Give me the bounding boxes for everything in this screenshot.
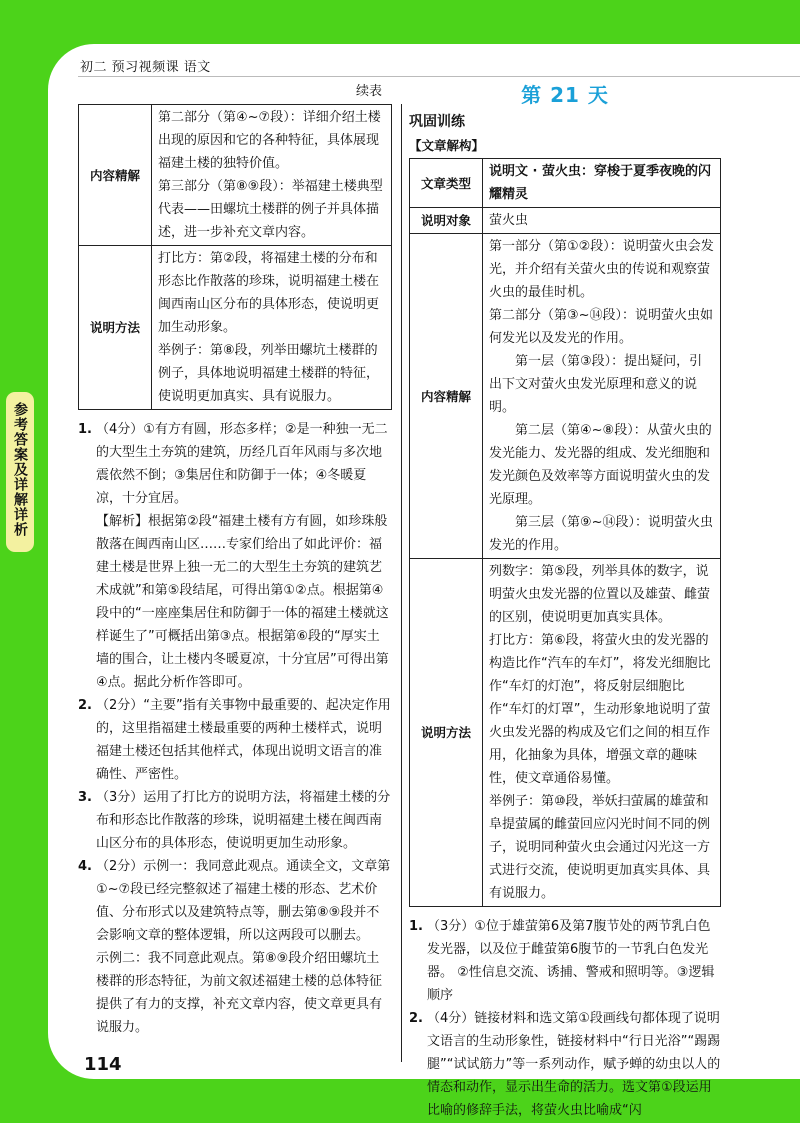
answer-item bbox=[78, 694, 392, 786]
table-row bbox=[79, 246, 392, 410]
answer-number: 3. bbox=[78, 790, 92, 805]
paragraph: 第二部分（第③~⑭段）：说明萤火虫如何发光以及发光的作用。 bbox=[489, 308, 714, 346]
answer-item bbox=[78, 418, 392, 694]
answer-number: 2. bbox=[409, 1011, 423, 1026]
paragraph: 第三层（第⑨~⑭段）：说明萤火虫发光的作用。 bbox=[489, 515, 714, 553]
section-title: 巩固训练 bbox=[409, 114, 465, 130]
paragraph: 举例子：第⑧段，列举田螺坑土楼群的例子，具体地说明福建土楼群的特征，使说明更加真实、具有说服力。 bbox=[158, 343, 380, 404]
answer-number: 1. bbox=[78, 422, 92, 437]
table-row bbox=[410, 208, 721, 234]
row-label: 说明对象 bbox=[410, 208, 483, 234]
answer-item bbox=[409, 1007, 721, 1122]
paragraph: 【解析】根据第②段“福建土楼有方有圆，如珍珠般散落在闽西南山区……专家们给出了如此评价：福建土楼是世界上独一无二的大型生土夯筑的建筑艺术成就”和第⑤段结尾，可得出第①②点。根据第④段中的“一座座集居住和防御于一体的福建土楼就这样诞生了”可概括出第③点。根据第⑥段的“厚实土墙的围合，让土楼内冬暖夏凉，十分宜居”可得出第④点。据此分析作答即可。 bbox=[96, 514, 389, 690]
right-answers bbox=[409, 915, 721, 1122]
paragraph: 示例二：我不同意此观点。第⑧⑨段介绍田螺坑土楼群的形态特征，为前文叙述福建土楼的总体特征提供了有力的支撑，补充文章内容，使文章更具有说服力。 bbox=[96, 951, 383, 1035]
paragraph: 举例子：第⑩段，举妖扫萤属的雄萤和阜提萤属的雌萤回应闪光时间不同的例子，说明同种萤火虫会通过闪光这一方式进行交流，使说明更加真实具体、具有说服力。 bbox=[489, 794, 711, 901]
row-label: 说明方法 bbox=[410, 559, 483, 907]
paragraph: 第二部分（第④~⑦段）：详细介绍土楼出现的原因和它的各种特征，具体展现福建土楼的独特价值。 bbox=[158, 110, 381, 171]
paragraph: 打比方：第⑥段，将萤火虫的发光器的构造比作“汽车的车灯”，将发光细胞比作“车灯的灯泡”，将反射层细胞比作“车灯的灯罩”，生动形象地说明了萤火虫发光器的构成及它们之间的相互作用，化抽象为具体，增强文章的趣味性，使文章通俗易懂。 bbox=[489, 633, 711, 786]
row-label: 内容精解 bbox=[79, 105, 152, 246]
row-content bbox=[483, 559, 721, 907]
right-column bbox=[409, 80, 721, 1122]
answer-number: 1. bbox=[409, 919, 423, 934]
row-label: 内容精解 bbox=[410, 234, 483, 559]
row-content bbox=[152, 105, 392, 246]
row-content bbox=[152, 246, 392, 410]
row-content bbox=[483, 234, 721, 559]
paragraph: （3分）运用了打比方的说明方法，将福建土楼的分布和形态比作散落的珍珠，说明福建土楼在闽西南山区分布的具体形态，使说明更加生动形象。 bbox=[96, 790, 391, 851]
page-header: 初二 预习视频课 语文 bbox=[80, 60, 211, 75]
row-label: 文章类型 bbox=[410, 159, 483, 208]
page-number: 114 bbox=[84, 1054, 122, 1075]
answer-item bbox=[78, 855, 392, 1039]
paragraph: （2分）示例一：我同意此观点。通读全文，文章第①~⑦段已经完整叙述了福建土楼的形态、艺术价值、分布形式以及建筑特点等，删去第⑧⑨段并不会影响文章的整体逻辑，所以这两段可以删去。 bbox=[96, 859, 391, 943]
left-column bbox=[78, 80, 392, 1039]
paragraph: 列数字：第⑤段，列举具体的数字，说明萤火虫发光器的位置以及雄萤、雌萤的区别，使说明更加真实具体。 bbox=[489, 564, 711, 625]
left-answers bbox=[78, 418, 392, 1039]
paragraph: （2分）“主要”指有关事物中最重要的、起决定作用的，这里指福建土楼最重要的两种土楼样式，说明福建土楼还包括其他样式，体现出说明文语言的准确性、严密性。 bbox=[96, 698, 391, 782]
table-row bbox=[79, 105, 392, 246]
table-row bbox=[410, 559, 721, 907]
side-tab-text: 参考答案及详解详析 bbox=[12, 402, 28, 537]
paragraph: （4分）链接材料和选文第①段画线句都体现了说明文语言的生动形象性，链接材料中“行日光浴”“踢踢腿”“试试筋力”等一系列动作，赋予蝉的幼虫以人的情态和动作，显示出生命的活力。选文第①段运用比喻的修辞手法，将萤火虫比喻成“闪 bbox=[427, 1011, 721, 1118]
day-title: 第 21 天 bbox=[521, 83, 609, 107]
paragraph: 打比方：第②段，将福建土楼的分布和形态比作散落的珍珠，说明福建土楼在闽西南山区分布的具体形态，使说明更加生动形象。 bbox=[158, 251, 380, 335]
paragraph: （3分）①位于雄萤第6及第7腹节处的两节乳白色发光器，以及位于雌萤第6腹节的一节乳白色发光器。 ②性信息交流、诱捕、警戒和照明等。③逻辑顺序 bbox=[427, 919, 715, 1003]
row-content: 说明文 · 萤火虫：穿梭于夏季夜晚的闪耀精灵 bbox=[483, 159, 721, 208]
answer-item bbox=[409, 915, 721, 1007]
table-row bbox=[410, 234, 721, 559]
answer-number: 2. bbox=[78, 698, 92, 713]
paragraph: （4分）①有方有圆，形态多样；②是一种独一无二的大型生土夯筑的建筑，历经几百年风雨与多次地震依然不倒；③集居住和防御于一体；④冬暖夏凉，十分宜居。 bbox=[96, 422, 388, 506]
section-tag: 【文章解构】 bbox=[409, 138, 485, 153]
answer-item bbox=[78, 786, 392, 855]
row-content: 萤火虫 bbox=[483, 208, 721, 234]
paragraph: 第一层（第③段）：提出疑问，引出下文对萤火虫发光原理和意义的说明。 bbox=[489, 354, 703, 415]
paragraph: 第三部分（第⑧⑨段）：举福建土楼典型代表——田螺坑土楼群的例子并具体描述，进一步补充文章内容。 bbox=[158, 179, 383, 240]
continued-label: 续表 bbox=[355, 84, 382, 99]
side-tab-label bbox=[6, 392, 34, 552]
table-row bbox=[410, 159, 721, 208]
right-table bbox=[409, 158, 721, 907]
left-table bbox=[78, 104, 392, 410]
column-divider bbox=[401, 104, 402, 1062]
paragraph: 第二层（第④~⑧段）：从萤火虫的发光能力、发光器的组成、发光细胞和发光颜色及效率等方面说明萤火虫的发光原理。 bbox=[489, 423, 712, 507]
answer-number: 4. bbox=[78, 859, 92, 874]
row-label: 说明方法 bbox=[79, 246, 152, 410]
header-rule bbox=[78, 76, 800, 77]
paragraph: 第一部分（第①②段）：说明萤火虫会发光，并介绍有关萤火虫的传说和观察萤火虫的最佳时机。 bbox=[489, 239, 714, 300]
